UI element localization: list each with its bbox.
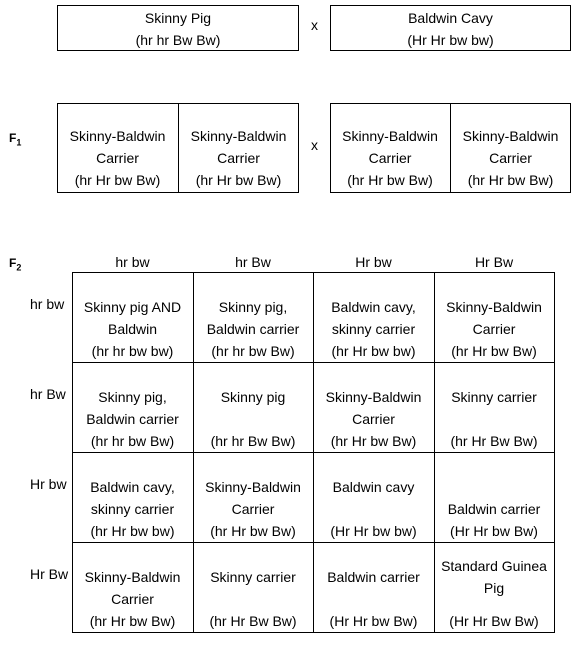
punnett-cell: Skinny pig, Baldwin carrier (hr hr bw Bw)	[206, 299, 300, 359]
punnett-cell: Skinny carrier (hr Hr Bw Bw)	[450, 389, 538, 449]
f2-row-header: Hr Bw	[30, 566, 69, 582]
f2-col-header: Hr bw	[355, 254, 392, 270]
punnett-cell: Baldwin carrier (Hr Hr bw Bw)	[447, 501, 541, 539]
punnett-cell: Skinny carrier (hr Hr Bw Bw)	[209, 569, 297, 629]
parent-baldwin-cavy	[330, 7, 571, 51]
punnett-cell: Skinny pig AND Baldwin (hr hr bw bw)	[83, 299, 182, 359]
parent-name: Baldwin Cavy	[408, 10, 493, 26]
f2-col-header: hr bw	[115, 254, 150, 270]
f1-label: $F_1$	[9, 131, 22, 148]
f2-row-header: hr Bw	[30, 386, 66, 402]
f1-offspring-1: Skinny-Baldwin Carrier (hr Hr bw Bw)	[69, 128, 166, 188]
punnett-cell: Baldwin cavy, skinny carrier (hr Hr bw bw)	[90, 479, 175, 539]
f1-offspring-2: Skinny-Baldwin Carrier (hr Hr bw Bw)	[190, 128, 287, 188]
punnett-cell: Skinny pig, Baldwin carrier (hr hr bw Bw)	[86, 389, 179, 449]
f1-offspring-4: Skinny-Baldwin Carrier (hr Hr bw Bw)	[462, 128, 559, 188]
punnett-cell: Baldwin cavy, skinny carrier (hr Hr bw bw)	[331, 299, 416, 359]
f2-row-header: hr bw	[30, 296, 65, 312]
parent-genotype: (Hr Hr bw bw)	[407, 32, 494, 48]
punnett-cell: Baldwin carrier (Hr Hr bw Bw)	[327, 569, 420, 629]
punnett-cell: Standard Guinea Pig (Hr Hr Bw Bw)	[441, 558, 547, 629]
punnett-cell: Skinny-Baldwin Carrier (hr Hr bw Bw)	[446, 299, 542, 359]
parent-genotype: (hr hr Bw Bw)	[135, 32, 221, 48]
f2-col-header: hr Bw	[235, 254, 271, 270]
f2-row-header: Hr bw	[30, 476, 67, 492]
punnett-cell: Skinny pig (hr hr Bw Bw)	[210, 389, 296, 449]
punnett-cell: Skinny-Baldwin Carrier (hr Hr bw Bw)	[84, 569, 181, 629]
f1-cross-symbol: x	[311, 137, 318, 153]
f2-label: $F_2$	[9, 256, 22, 273]
punnett-cell: Skinny-Baldwin Carrier (hr Hr bw Bw)	[205, 479, 301, 539]
f1-offspring-3: Skinny-Baldwin Carrier (hr Hr bw Bw)	[342, 128, 438, 188]
parents-cross-symbol: x	[311, 17, 318, 33]
parent-name: Skinny Pig	[144, 10, 212, 26]
punnett-cell: Baldwin cavy (Hr Hr bw bw)	[330, 479, 417, 539]
punnett-cell: Skinny-Baldwin Carrier (hr Hr bw Bw)	[325, 389, 422, 449]
parent-skinny-pig	[57, 7, 299, 51]
f2-col-header: Hr Bw	[474, 254, 514, 270]
